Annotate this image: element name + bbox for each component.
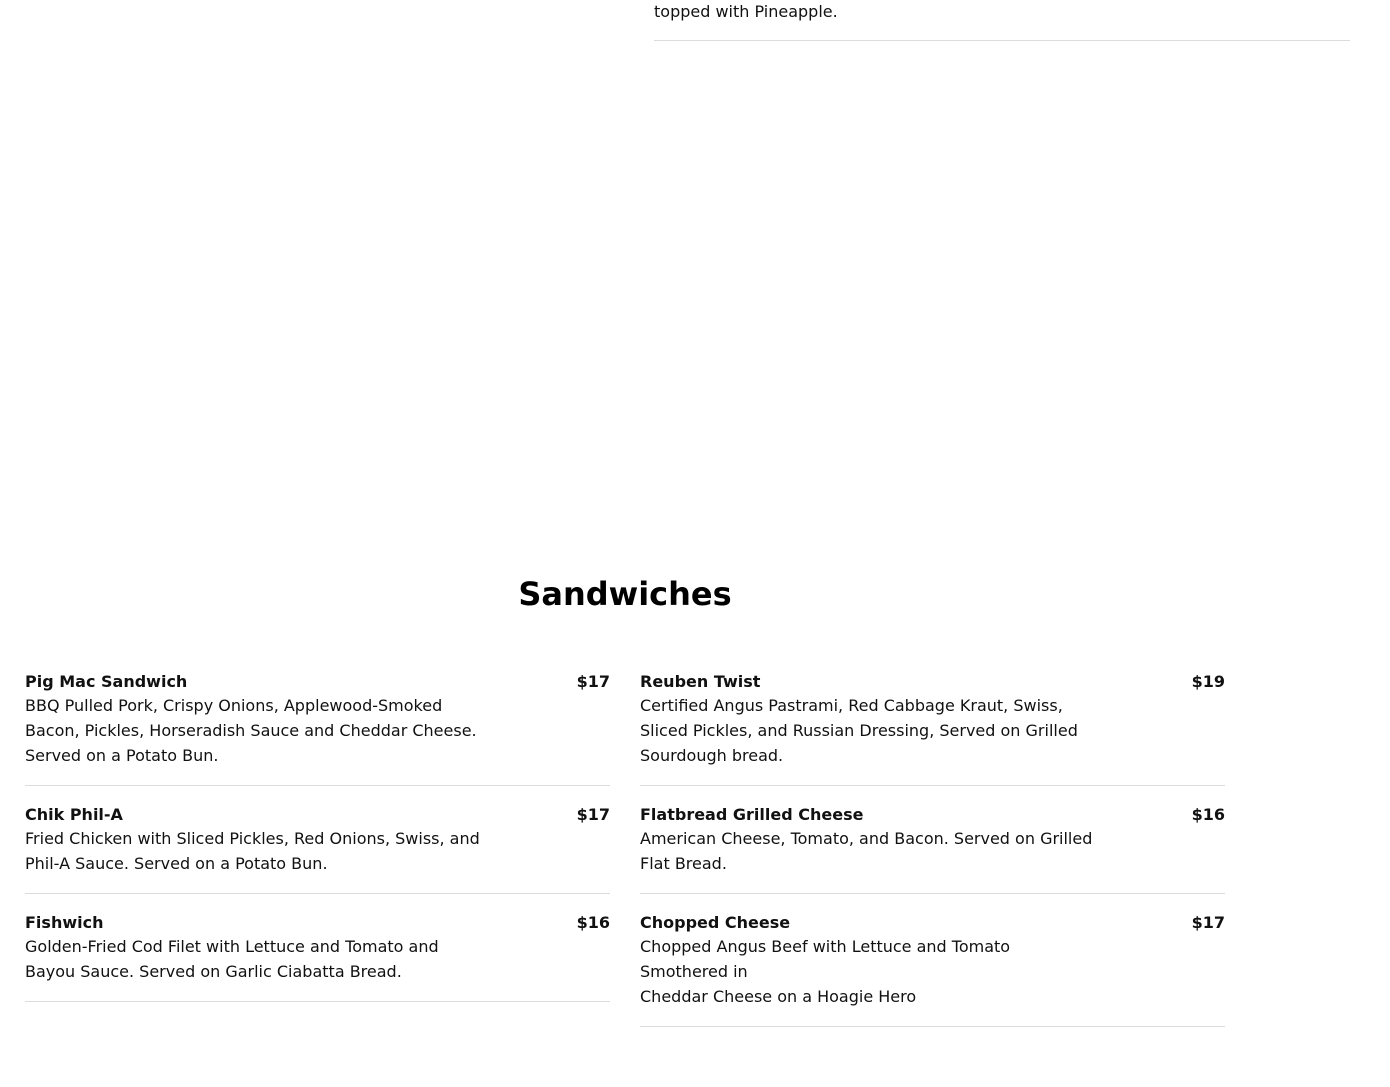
menu-item-reuben-twist [640,670,1225,786]
description-line: Smothered in [640,962,748,981]
description-line: BBQ Pulled Pork, Crispy Onions, Applewood-Smoked [25,696,443,715]
menu-item-header [25,911,610,934]
description-line: Bacon, Pickles, Horseradish Sauce and Cheddar Cheese. [25,721,477,740]
description-line: Bayou Sauce. Served on Garlic Ciabatta Bread. [25,962,402,981]
menu-item-name: Fishwich [25,913,104,932]
menu-item-description [25,693,480,768]
menu-item-header [25,803,610,826]
description-line: Flat Bread. [640,854,727,873]
menu-item-price: $17 [576,805,610,824]
menu-item-flatbread-grilled-cheese [640,803,1225,894]
menu-column-right [640,670,1225,1044]
description-line: Golden-Fried Cod Filet with Lettuce and Tomato and [25,937,439,956]
menu-item-header [640,670,1225,693]
description-line: Fried Chicken with Sliced Pickles, Red Onions, Swiss, and [25,829,480,848]
description-line: American Cheese, Tomato, and Bacon. Served on Grilled [640,829,1093,848]
section-title: Sandwiches [518,575,732,613]
menu-item-name: Chik Phil-A [25,805,123,824]
description-line: Chopped Angus Beef with Lettuce and Tomato [640,937,1011,956]
menu-item-price: $17 [576,672,610,691]
menu-item-price: $17 [1191,913,1225,932]
menu-item-header [25,670,610,693]
description-line: Certified Angus Pastrami, Red Cabbage Kraut, Swiss, [640,696,1063,715]
menu-item-fishwich [25,911,610,1002]
menu-item-name: Chopped Cheese [640,913,791,932]
menu-item-description [640,934,1095,1009]
description-line: Phil-A Sauce. Served on a Potato Bun. [25,854,328,873]
menu-item-description [640,826,1095,876]
menu-item-header [640,911,1225,934]
menu-item-chik-phil-a [25,803,610,894]
menu-item-chopped-cheese [640,911,1225,1027]
description-line: Sliced Pickles, and Russian Dressing, Served on Grilled [640,721,1078,740]
menu-item-name: Pig Mac Sandwich [25,672,188,691]
menu-item-price: $16 [576,913,610,932]
menu-item-name: Reuben Twist [640,672,761,691]
menu-item-name: Flatbread Grilled Cheese [640,805,864,824]
previous-item-description: topped with Pineapple. [654,2,838,21]
menu-item-description [640,693,1095,768]
menu-item-price: $16 [1191,805,1225,824]
menu-column-left [25,670,610,1019]
menu-item-pig-mac-sandwich [25,670,610,786]
previous-menu-item [654,0,1350,41]
menu-item-description [25,826,480,876]
menu-item-description [25,934,480,984]
menu-item-header [640,803,1225,826]
description-line: Sourdough bread. [640,746,784,765]
menu-item-price: $19 [1191,672,1225,691]
description-line: Cheddar Cheese on a Hoagie Hero [640,987,917,1006]
description-line: Served on a Potato Bun. [25,746,219,765]
